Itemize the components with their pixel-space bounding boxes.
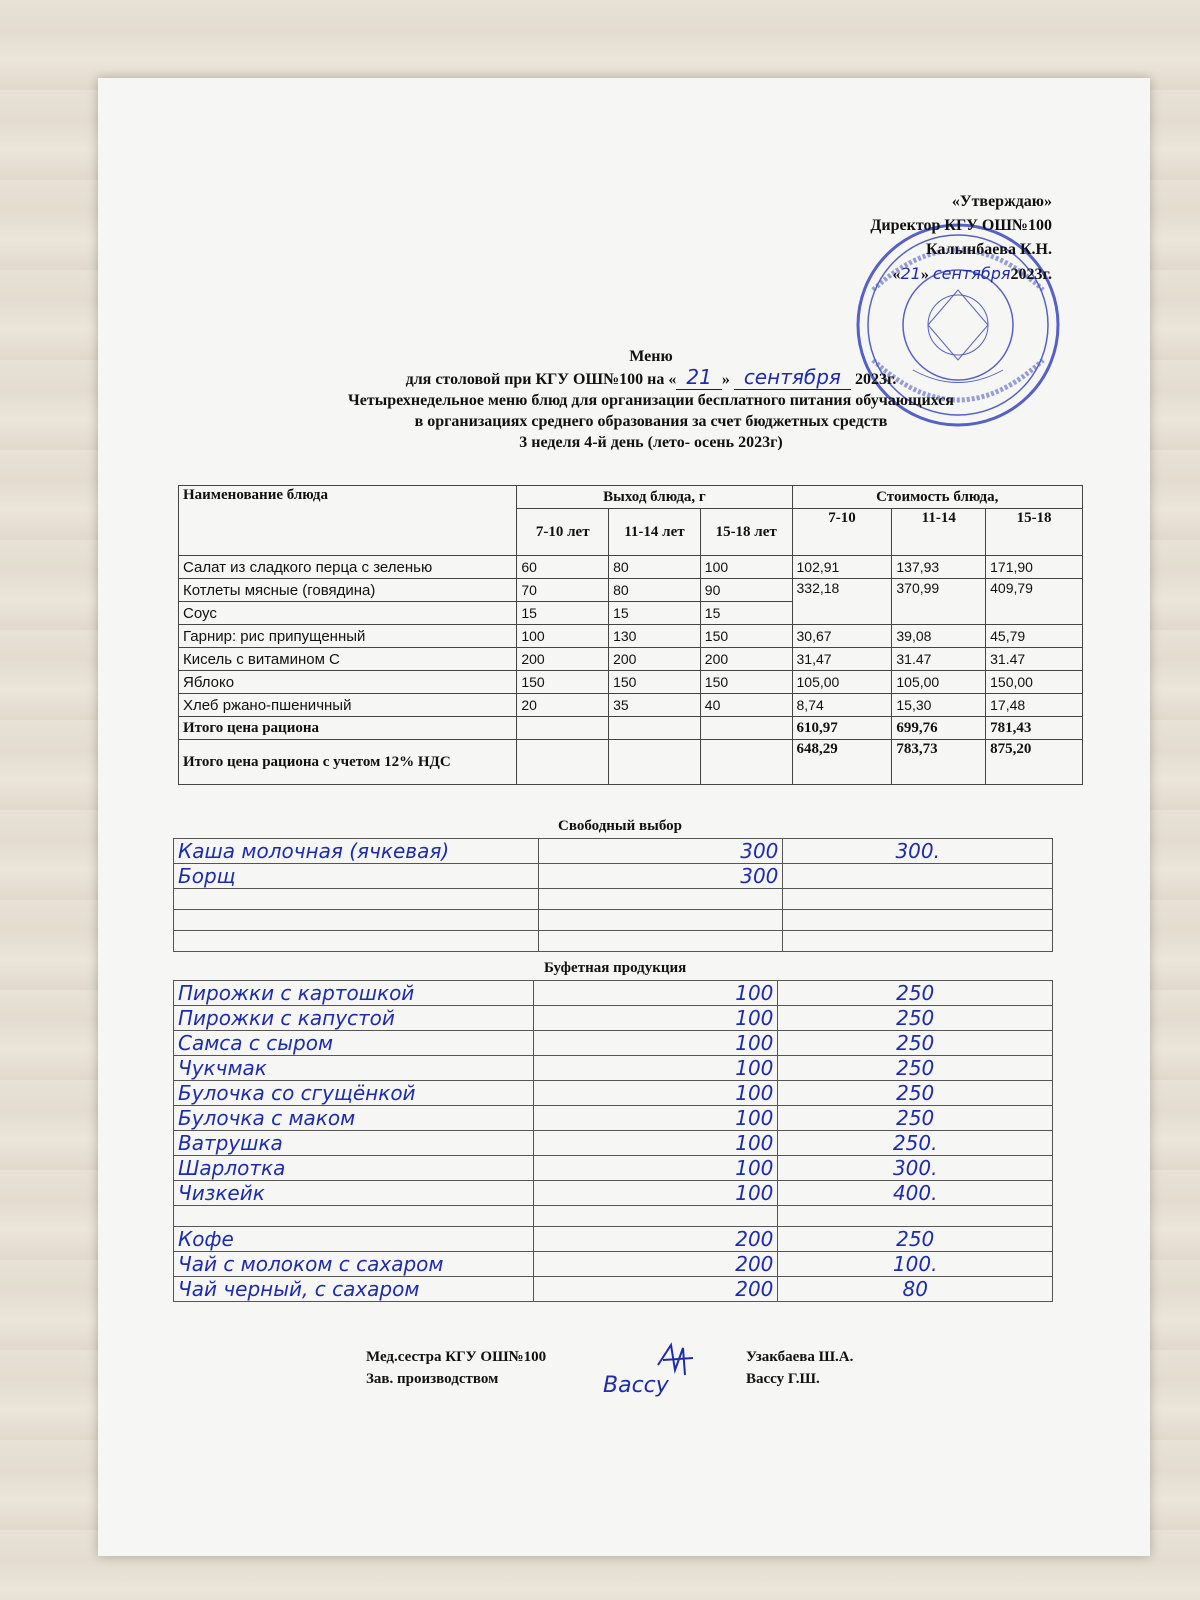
cost-cell: 31.47 <box>892 648 986 671</box>
col-header-yield: Выход блюда, г <box>517 486 792 509</box>
dish-name: Соус <box>179 602 517 625</box>
table-row <box>174 1156 1053 1181</box>
yield-cell: 150 <box>609 671 701 694</box>
buffet-dish: Пирожки с картошкой <box>174 981 534 1006</box>
menu-table <box>178 485 1083 785</box>
buffet-price: 100. <box>778 1252 1053 1277</box>
buffet-weight: 100 <box>533 1081 778 1106</box>
buffet-price: 250 <box>778 1031 1053 1056</box>
buffet-price: 250. <box>778 1131 1053 1156</box>
table-row <box>179 556 1083 579</box>
yield-cell: 15 <box>517 602 609 625</box>
yield-cell: 200 <box>700 648 792 671</box>
total-vat-cell: 783,73 <box>892 740 986 785</box>
yield-cell: 150 <box>700 625 792 648</box>
table-row <box>174 1031 1053 1056</box>
table-row <box>174 1277 1053 1302</box>
chef-title: Зав. производством <box>366 1371 499 1387</box>
yield-cell: 20 <box>517 694 609 717</box>
free-choice-title: Свободный выбор <box>558 818 682 834</box>
cost-cell: 332,18 <box>792 579 892 625</box>
buffet-price: 250 <box>778 1056 1053 1081</box>
cost-cell: 17,48 <box>986 694 1083 717</box>
col-header-name: Наименование блюда <box>179 486 517 556</box>
nurse-name: Узакбаева Ш.А. <box>746 1349 854 1365</box>
menu-week-day: 3 неделя 4-й день (лето- осень 2023г) <box>519 434 783 451</box>
yield-cell: 200 <box>609 648 701 671</box>
yield-cell: 15 <box>700 602 792 625</box>
cost-cell: 30,67 <box>792 625 892 648</box>
yield-cell: 150 <box>700 671 792 694</box>
buffet-rows <box>174 981 1053 1302</box>
buffet-weight: 200 <box>533 1252 778 1277</box>
table-row <box>179 694 1083 717</box>
menu-word: Меню <box>629 348 673 365</box>
table-row <box>174 889 1053 910</box>
approval-day: 21 <box>900 264 921 283</box>
total-cell: 699,76 <box>892 717 986 740</box>
buffet-weight: 100 <box>533 1106 778 1131</box>
table-row <box>174 864 1053 889</box>
age-header: 7-10 лет <box>517 509 609 556</box>
buffet-price <box>778 1206 1053 1227</box>
cost-age-header: 11-14 <box>892 509 986 556</box>
cost-cell: 39,08 <box>892 625 986 648</box>
dish-name: Хлеб ржано-пшеничный <box>179 694 517 717</box>
free-choice-weight: 300 <box>538 839 783 864</box>
buffet-weight: 100 <box>533 1131 778 1156</box>
yield-cell: 150 <box>517 671 609 694</box>
buffet-dish: Булочка с маком <box>174 1106 534 1131</box>
buffet-dish <box>174 1206 534 1227</box>
yield-cell: 70 <box>517 579 609 602</box>
total-vat-cell: 875,20 <box>986 740 1083 785</box>
cost-cell: 105,00 <box>792 671 892 694</box>
buffet-dish: Чай с молоком с сахаром <box>174 1252 534 1277</box>
approval-date: «21» сентября2023г. <box>892 264 1052 283</box>
buffet-weight: 100 <box>533 1031 778 1056</box>
total-vat-label: Итого цена рациона с учетом 12% НДС <box>179 740 517 785</box>
buffet-dish: Самса с сыром <box>174 1031 534 1056</box>
free-choice-price: 300. <box>783 839 1053 864</box>
buffet-price: 250 <box>778 1006 1053 1031</box>
buffet-dish: Кофе <box>174 1227 534 1252</box>
menu-date-line <box>196 367 1106 390</box>
cost-cell: 8,74 <box>792 694 892 717</box>
age-header: 11-14 лет <box>609 509 701 556</box>
cost-cell: 409,79 <box>986 579 1083 625</box>
table-row <box>179 579 1083 602</box>
table-row <box>174 1227 1053 1252</box>
total-row <box>179 717 1083 740</box>
cost-cell: 45,79 <box>986 625 1083 648</box>
buffet-price: 400. <box>778 1181 1053 1206</box>
free-choice-price <box>783 864 1053 889</box>
nurse-title: Мед.сестра КГУ ОШ№100 <box>366 1349 547 1365</box>
buffet-weight: 100 <box>533 1156 778 1181</box>
buffet-price: 300. <box>778 1156 1053 1181</box>
table-row <box>174 931 1053 952</box>
yield-cell: 90 <box>700 579 792 602</box>
table-row <box>174 910 1053 931</box>
cost-age-header: 15-18 <box>986 509 1083 556</box>
table-row <box>174 1081 1053 1106</box>
col-header-cost: Стоимость блюда, <box>792 486 1082 509</box>
table-row <box>174 1252 1053 1277</box>
cost-cell: 31,47 <box>792 648 892 671</box>
table-row <box>174 1131 1053 1156</box>
buffet-table <box>173 980 1053 1302</box>
yield-cell: 130 <box>609 625 701 648</box>
table-row <box>174 1181 1053 1206</box>
cost-cell: 150,00 <box>986 671 1083 694</box>
cost-cell: 15,30 <box>892 694 986 717</box>
approval-year: 2023г. <box>1010 266 1052 283</box>
total-vat-cell: 648,29 <box>792 740 892 785</box>
cost-cell: 137,93 <box>892 556 986 579</box>
approval-month: сентября <box>932 264 1011 283</box>
dish-name: Салат из сладкого перца с зеленью <box>179 556 517 579</box>
buffet-title: Буфетная продукция <box>544 960 687 976</box>
buffet-price: 80 <box>778 1277 1053 1302</box>
approval-position: Директор КГУ ОШ№100 <box>870 217 1052 234</box>
buffet-weight: 100 <box>533 1056 778 1081</box>
free-choice-weight: 300 <box>538 864 783 889</box>
yield-cell: 80 <box>609 556 701 579</box>
age-header: 15-18 лет <box>700 509 792 556</box>
cost-cell: 105,00 <box>892 671 986 694</box>
menu-subtitle-1: Четырехнедельное меню блюд для организации бесплатного питания обучающихся <box>348 392 954 409</box>
menu-year: 2023г. <box>854 371 897 388</box>
approval-title: «Утверждаю» <box>951 193 1052 210</box>
table-row <box>174 1006 1053 1031</box>
dish-name: Кисель с витамином С <box>179 648 517 671</box>
buffet-dish: Чай черный, с сахаром <box>174 1277 534 1302</box>
total-vat-row <box>179 740 1083 785</box>
document-page <box>98 78 1150 1556</box>
approval-block <box>752 190 1052 287</box>
cost-cell: 102,91 <box>792 556 892 579</box>
menu-day: 21 <box>676 365 721 390</box>
buffet-weight: 100 <box>533 1006 778 1031</box>
yield-cell: 100 <box>517 625 609 648</box>
approval-name: Калынбаева К.Н. <box>925 241 1052 258</box>
yield-cell: 40 <box>700 694 792 717</box>
buffet-weight: 200 <box>533 1277 778 1302</box>
table-row <box>174 1206 1053 1227</box>
dish-name: Яблоко <box>179 671 517 694</box>
total-cell: 781,43 <box>986 717 1083 740</box>
buffet-dish: Пирожки с капустой <box>174 1006 534 1031</box>
cost-cell: 31.47 <box>986 648 1083 671</box>
buffet-weight: 100 <box>533 1181 778 1206</box>
buffet-weight <box>533 1206 778 1227</box>
free-choice-dish: Борщ <box>174 864 539 889</box>
buffet-price: 250 <box>778 1081 1053 1106</box>
buffet-dish: Ватрушка <box>174 1131 534 1156</box>
buffet-dish: Булочка со сгущёнкой <box>174 1081 534 1106</box>
yield-cell: 60 <box>517 556 609 579</box>
yield-cell: 80 <box>609 579 701 602</box>
yield-cell: 100 <box>700 556 792 579</box>
table-row <box>179 671 1083 694</box>
cost-age-header: 7-10 <box>792 509 892 556</box>
table-row <box>179 625 1083 648</box>
yield-cell: 200 <box>517 648 609 671</box>
buffet-weight: 200 <box>533 1227 778 1252</box>
buffet-dish: Шарлотка <box>174 1156 534 1181</box>
buffet-price: 250 <box>778 1227 1053 1252</box>
table-row <box>174 981 1053 1006</box>
cost-cell: 171,90 <box>986 556 1083 579</box>
total-label: Итого цена рациона <box>179 717 517 740</box>
cost-cell: 370,99 <box>892 579 986 625</box>
menu-date-prefix: для столовой при КГУ ОШ№100 на « <box>405 371 677 388</box>
menu-date-mid: » <box>721 371 730 388</box>
table-row <box>179 648 1083 671</box>
buffet-price: 250 <box>778 1106 1053 1131</box>
buffet-weight: 100 <box>533 981 778 1006</box>
yield-cell: 15 <box>609 602 701 625</box>
table-row <box>174 839 1053 864</box>
total-cell: 610,97 <box>792 717 892 740</box>
document-title <box>196 346 1106 453</box>
buffet-dish: Чизкейк <box>174 1181 534 1206</box>
dish-name: Гарнир: рис припущенный <box>179 625 517 648</box>
buffet-price: 250 <box>778 981 1053 1006</box>
free-choice-table <box>173 838 1053 952</box>
menu-subtitle-2: в организациях среднего образования за счет бюджетных средств <box>414 413 888 430</box>
chef-name: Вассу Г.Ш. <box>746 1371 820 1387</box>
table-row <box>174 1106 1053 1131</box>
buffet-dish: Чукчмак <box>174 1056 534 1081</box>
free-choice-dish: Каша молочная (ячкевая) <box>174 839 539 864</box>
yield-cell: 35 <box>609 694 701 717</box>
table-row <box>174 1056 1053 1081</box>
menu-month: сентября <box>734 365 851 390</box>
chef-signature: Вассу <box>603 1373 669 1398</box>
dish-name: Котлеты мясные (говядина) <box>179 579 517 602</box>
